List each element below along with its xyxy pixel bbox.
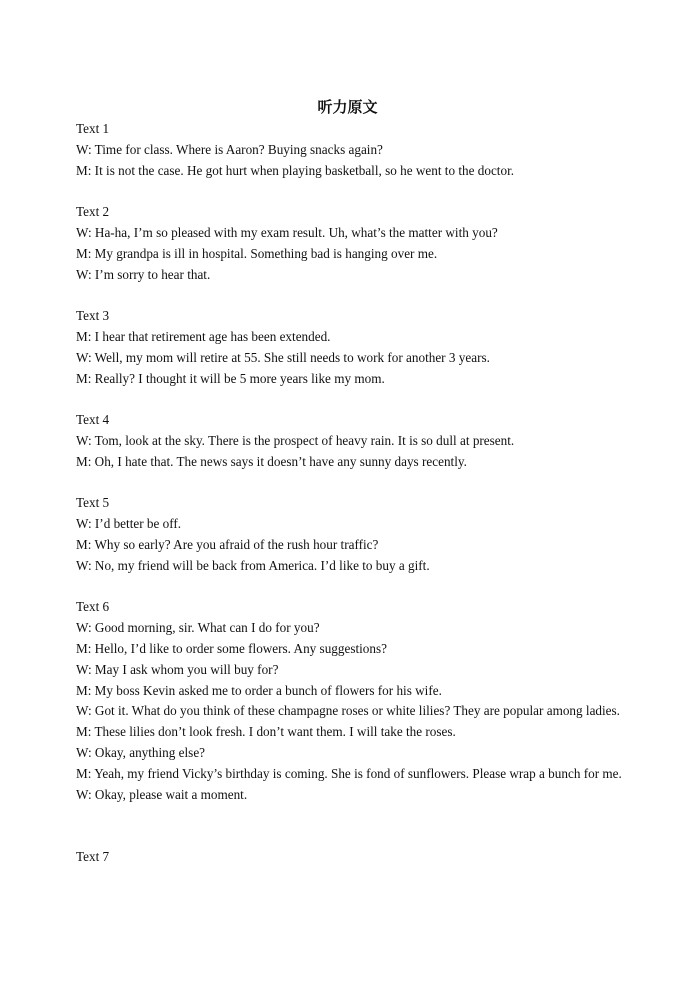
text-section-3 bbox=[76, 306, 622, 389]
section-heading: Text 2 bbox=[76, 204, 110, 220]
dialogue-line: W: I’m sorry to hear that. bbox=[76, 266, 211, 282]
dialogue-line: W: No, my friend will be back from America. I’d like to buy a gift. bbox=[76, 557, 430, 573]
section-heading: Text 4 bbox=[76, 412, 110, 428]
dialogue-line: M: Oh, I hate that. The news says it doesn’t have any sunny days recently. bbox=[76, 453, 467, 469]
dialogue-line: W: Well, my mom will retire at 55. She still needs to work for another 3 years. bbox=[76, 349, 490, 365]
text-section-7 bbox=[76, 847, 622, 868]
dialogue-line: M: My boss Kevin asked me to order a bunch of flowers for his wife. bbox=[76, 682, 442, 698]
dialogue-line: M: Yeah, my friend Vicky’s birthday is coming. She is fond of sunflowers. Please wrap a bunch for me. bbox=[76, 765, 622, 781]
dialogue-line: W: Good morning, sir. What can I do for you? bbox=[76, 620, 320, 636]
text-section-1 bbox=[76, 119, 622, 181]
transcript-body bbox=[76, 119, 622, 868]
section-heading: Text 5 bbox=[76, 495, 110, 511]
dialogue-line: M: I hear that retirement age has been extended. bbox=[76, 328, 331, 344]
dialogue-line: W: Time for class. Where is Aaron? Buying snacks again? bbox=[76, 141, 383, 157]
dialogue-line: W: Ha-ha, I’m so pleased with my exam result. Uh, what’s the matter with you? bbox=[76, 224, 498, 240]
section-heading: Text 7 bbox=[76, 848, 110, 864]
dialogue-line: W: May I ask whom you will buy for? bbox=[76, 661, 279, 677]
section-heading: Text 1 bbox=[76, 121, 110, 136]
dialogue-line: M: Really? I thought it will be 5 more years like my mom. bbox=[76, 370, 385, 386]
dialogue-line: M: My grandpa is ill in hospital. Something bad is hanging over me. bbox=[76, 245, 438, 261]
section-heading: Text 6 bbox=[76, 599, 110, 615]
dialogue-line: M: It is not the case. He got hurt when playing basketball, so he went to the doctor. bbox=[76, 162, 515, 178]
dialogue-line: M: Why so early? Are you afraid of the rush hour traffic? bbox=[76, 536, 379, 552]
text-section-2 bbox=[76, 202, 622, 285]
dialogue-line: M: These lilies don’t look fresh. I don’t want them. I will take the roses. bbox=[76, 724, 456, 740]
dialogue-line: W: Got it. What do you think of these champagne roses or white lilies? They are popular among ladies. bbox=[76, 703, 620, 719]
dialogue-line: W: Okay, please wait a moment. bbox=[76, 786, 248, 802]
text-section-6 bbox=[76, 597, 622, 805]
section-heading: Text 3 bbox=[76, 308, 110, 324]
dialogue-line: W: I’d better be off. bbox=[76, 516, 182, 532]
dialogue-line: W: Tom, look at the sky. There is the prospect of heavy rain. It is so dull at present. bbox=[76, 432, 515, 448]
dialogue-line: M: Hello, I’d like to order some flowers. Any suggestions? bbox=[76, 640, 387, 656]
page-title: 听力原文 bbox=[317, 98, 378, 116]
text-section-5 bbox=[76, 493, 622, 576]
text-section-4 bbox=[76, 410, 622, 472]
dialogue-line: W: Okay, anything else? bbox=[76, 744, 206, 760]
